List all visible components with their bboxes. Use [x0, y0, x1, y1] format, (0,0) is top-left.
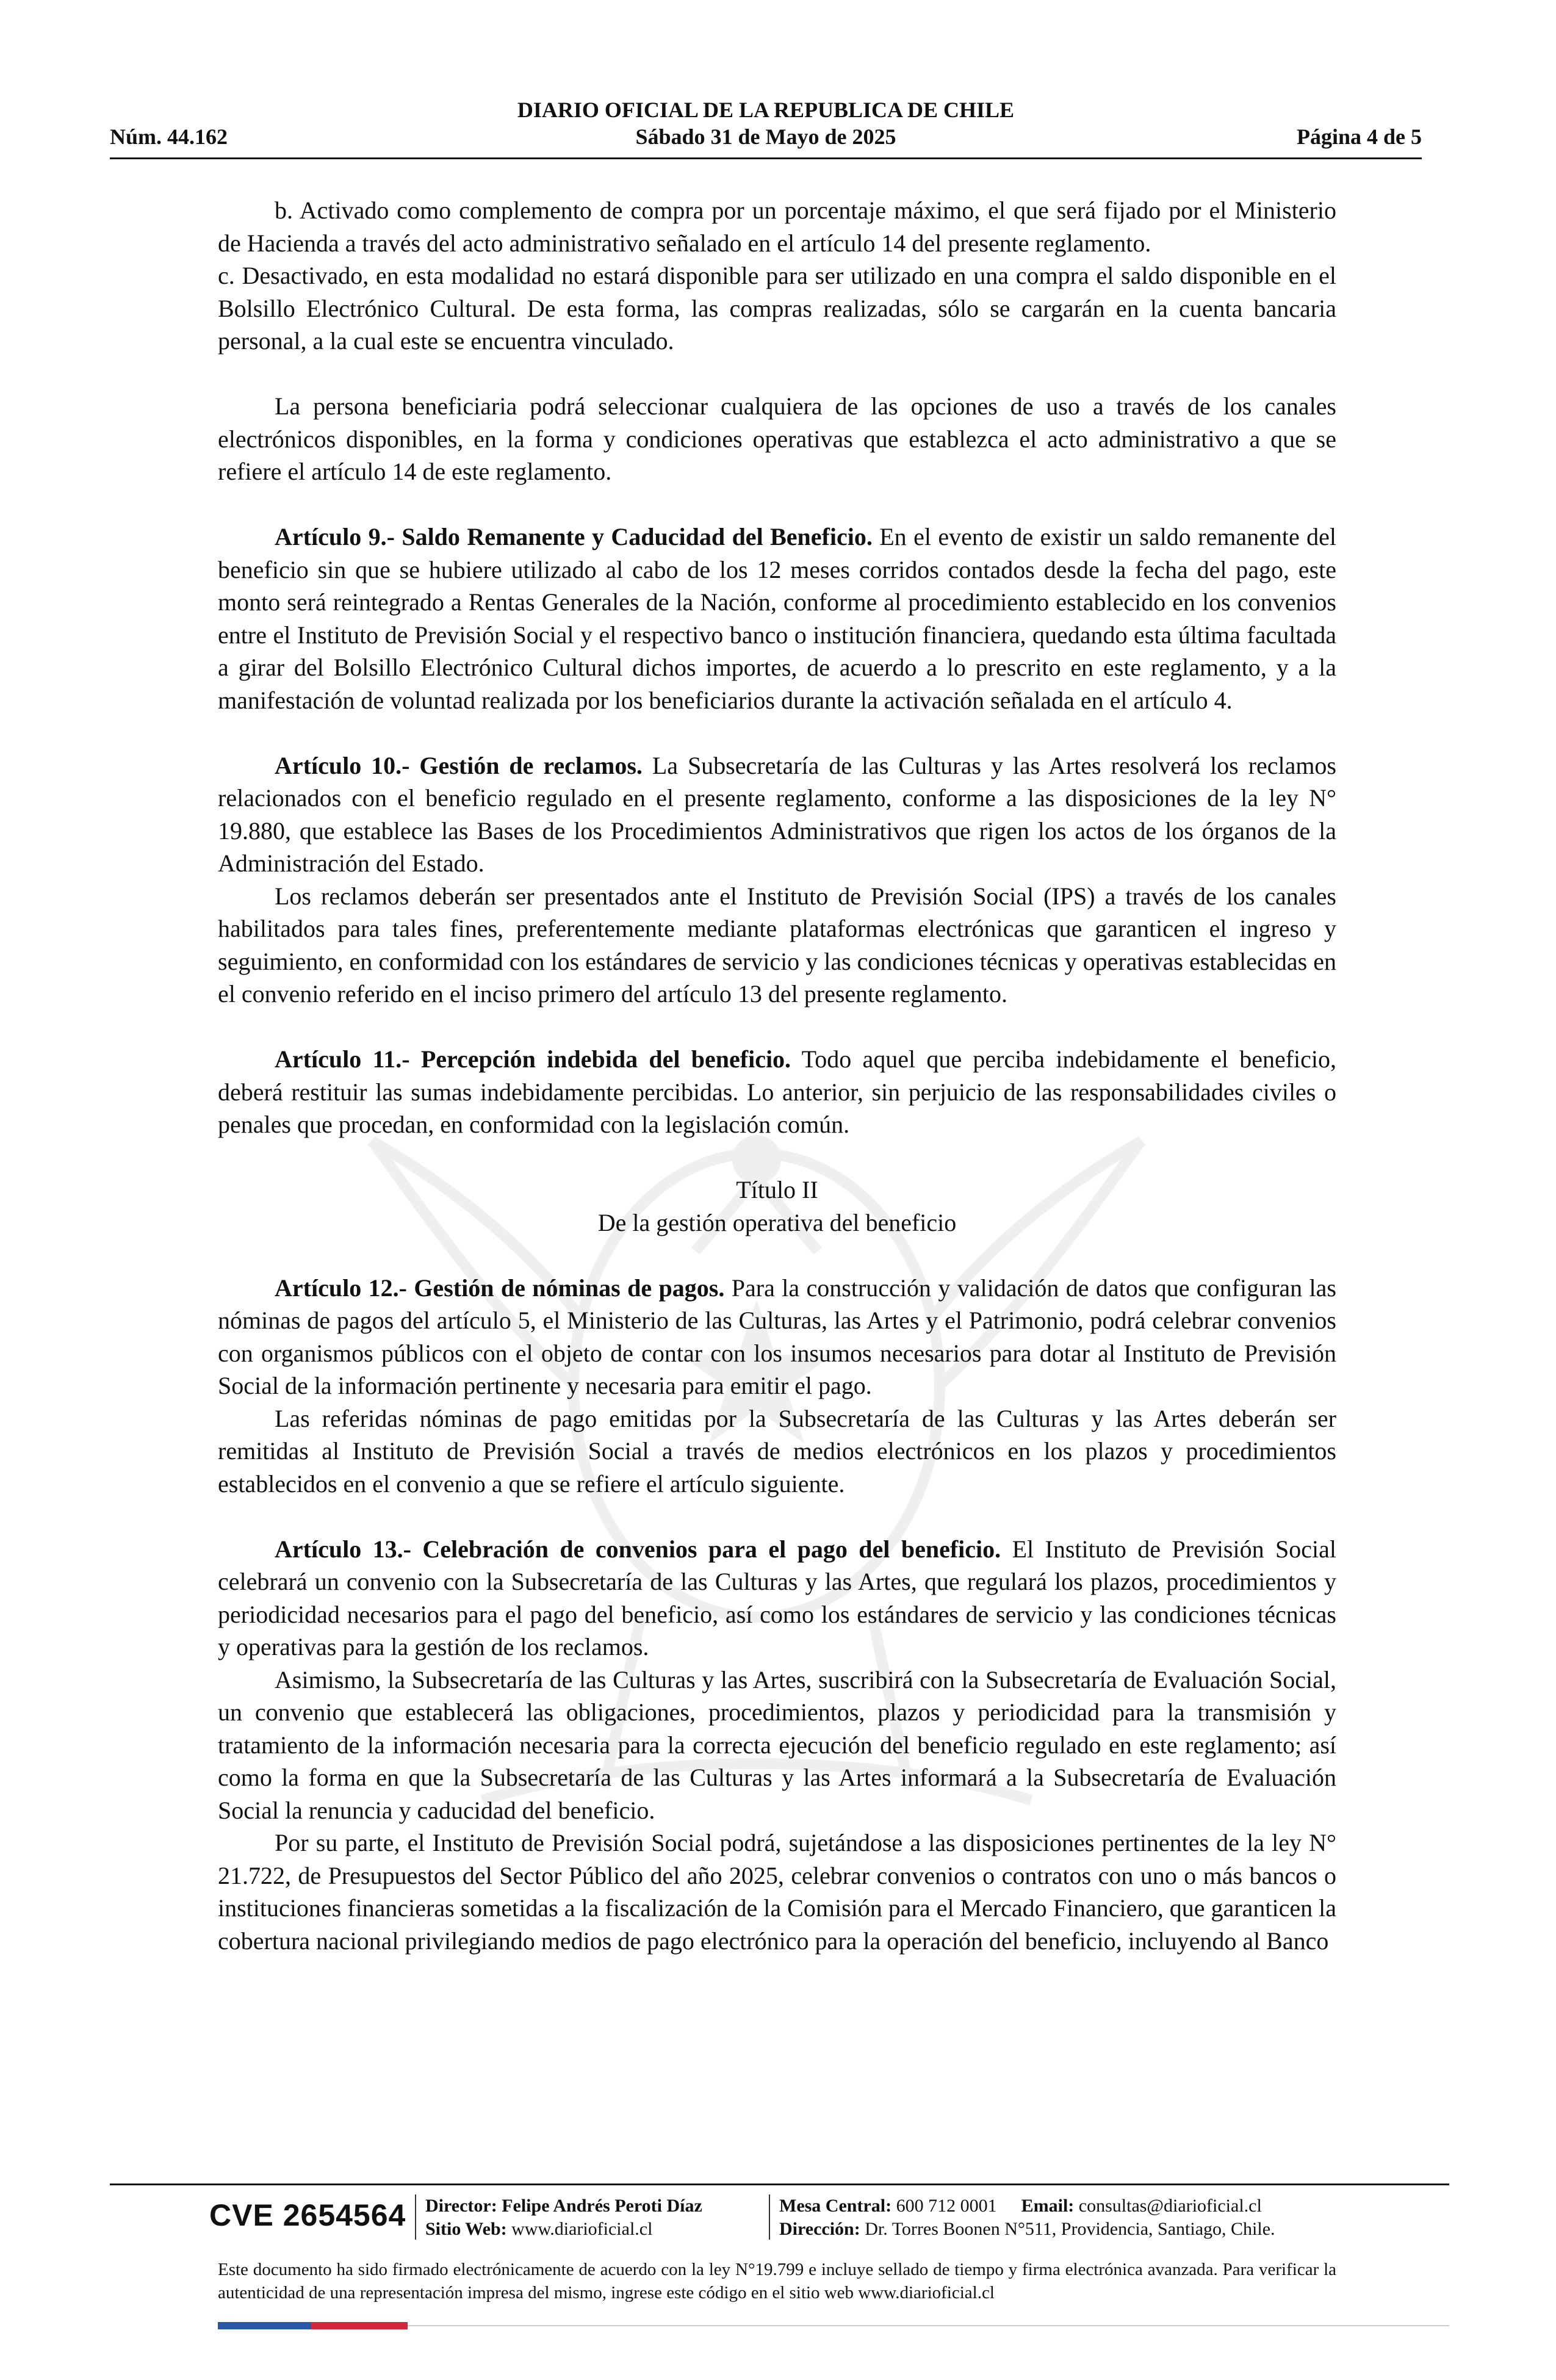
phone-number: 600 712 0001 — [891, 2196, 997, 2216]
email-link[interactable]: consultas@diarioficial.cl — [1074, 2196, 1262, 2216]
article-13-paragraph-2: Asimismo, la Subsecretaría de las Culturas y las Artes, suscribirá con la Subsecretaría de Evaluación Social, un convenio que establecerá las obligaciones, procedimientos, plazos y periodicidad para la transmisión y tratamiento de la información necesaria para la correcta ejecución del beneficio regulado en este reglamento; así como la forma en que la Subsecretaría de las Culturas y las Artes informará a la Subsecretaría de Evaluación Social la renuncia y caducidad del beneficio. — [218, 1665, 1336, 1824]
address-text: Dr. Torres Boonen N°511, Providencia, Santiago, Chile. — [860, 2219, 1275, 2239]
article-9-text: En el evento de existir un saldo remanente del beneficio sin que se hubiere utilizado al cabo de los 12 meses corridos contados desde la fecha del pago, este monto será reintegrado a Rentas Generales de la Nación, conforme al procedimiento establecido en los convenios entre el Instituto de Previsión Social y el respectivo banco o institución financiera, quedando esta última facultada a girar del Bolsillo Electrónico Cultural dichos importes, de acuerdo a lo prescrito en este reglamento, y a la manifestación de voluntad realizada por los beneficiarios durante la activación señalada en el artículo 4. — [218, 523, 1336, 714]
address-line — [779, 2218, 1275, 2241]
footer-separator — [415, 2194, 416, 2240]
article-12 — [218, 1272, 1336, 1402]
phone-label: Mesa Central: — [779, 2196, 892, 2216]
address-label: Dirección: — [779, 2219, 860, 2239]
page-header — [110, 96, 1422, 159]
document-body — [218, 194, 1336, 1957]
article-12-paragraph-2: Las referidas nóminas de pago emitidas por la Subsecretaría de las Culturas y las Artes deberán ser remitidas al Instituto de Previsión Social a través de medios electrónicos en los plazos y procedimientos establecidos en el convenio a que se refiere el artículo siguiente. — [218, 1404, 1336, 1498]
cve-code: CVE 2654564 — [209, 2198, 406, 2232]
footer-separator — [769, 2194, 770, 2240]
director-line — [425, 2194, 702, 2218]
article-10-paragraph-2: Los reclamos deberán ser presentados ante el Instituto de Previsión Social (IPS) a través de los canales habilitados para tales fines, preferentemente mediante plataformas electrónicas que garanticen el ingreso y seguimiento, en conformidad con los estándares de servicio y las condiciones técnicas y operativas establecidas en el convenio referido en el inciso primero del artículo 13 del presente reglamento. — [218, 882, 1336, 1008]
publication-title: DIARIO OFICIAL DE LA REPUBLICA DE CHILE — [517, 98, 1015, 122]
paragraph-option-b: b. Activado como complemento de compra por un porcentaje máximo, el que será fijado por el Ministerio de Hacienda a través del acto administrativo señalado en el artículo 14 del presente reglamento. — [218, 197, 1336, 257]
article-13 — [218, 1533, 1336, 1664]
email-label: Email: — [1021, 2196, 1075, 2216]
footer-divider — [110, 2183, 1449, 2185]
header-divider — [110, 157, 1422, 159]
director-label: Director: — [425, 2196, 497, 2216]
title-ii-name: De la gestión operativa del beneficio — [597, 1208, 957, 1236]
footer-bottom-line — [408, 2325, 1449, 2326]
title-ii-number: Título II — [736, 1176, 818, 1203]
article-12-heading: Artículo 12.- Gestión de nóminas de pagos. — [275, 1274, 725, 1302]
article-13-text: El Instituto de Previsión Social celebrará un convenio con la Subsecretaría de las Culturas y las Artes, que regulará los plazos, procedimientos y periodicidad necesarios para el pago del beneficio, así como los estándares de servicio y las condiciones técnicas y operativas para la gestión de los reclamos. — [218, 1535, 1337, 1661]
article-11-heading: Artículo 11.- Percepción indebida del beneficio. — [275, 1045, 791, 1073]
paragraph-option-c: c. Desactivado, en esta modalidad no estará disponible para ser utilizado en una compra el saldo disponible en el Bolsillo Electrónico Cultural. De esta forma, las compras realizadas, sólo se cargarán en la cuenta bancaria personal, a la cual este se encuentra vinculado. — [218, 262, 1336, 355]
article-11-text: Todo aquel que perciba indebidamente el beneficio, deberá restituir las sumas indebidamente percibidas. Lo anterior, sin perjuicio de las responsabilidades civiles o penales que procedan, en conformidad con la legislación común. — [218, 1045, 1336, 1138]
article-9-heading: Artículo 9.- Saldo Remanente y Caducidad del Beneficio. — [275, 523, 873, 550]
flag-stripe-blue — [218, 2322, 311, 2329]
website-link[interactable]: www.diarioficial.cl — [506, 2219, 653, 2239]
article-12-text: Para la construcción y validación de datos que configuran las nóminas de pagos del artículo 5, el Ministerio de las Culturas, las Artes y el Patrimonio, podrá celebrar convenios con organismos públicos con el objeto de contar con los insumos necesarios para dotar al Instituto de Previsión Social de la información pertinente y necesaria para emitir el pago. — [218, 1274, 1336, 1399]
article-13-paragraph-3: Por su parte, el Instituto de Previsión Social podrá, sujetándose a las disposiciones pertinentes de la ley N° 21.722, de Presupuestos del Sector Público del año 2025, celebrar convenios o contratos con uno o más bancos o instituciones financieras sometidas a la fiscalización de la Comisión para el Mercado Financiero, que garanticen la cobertura nacional privilegiando medios de pago electrónico para la operación del beneficio, incluyendo al Banco — [218, 1829, 1336, 1955]
director-name: Felipe Andrés Peroti Díaz — [497, 2196, 702, 2216]
paragraph-usage-options: La persona beneficiaria podrá seleccionar cualquiera de las opciones de uso a través de los canales electrónicos disponibles, en la forma y condiciones operativas que establezca el acto administrativo a que se refiere el artículo 14 de este reglamento. — [218, 392, 1336, 485]
article-9 — [218, 521, 1336, 716]
issue-date: Sábado 31 de Mayo de 2025 — [635, 124, 896, 149]
article-10-heading: Artículo 10.- Gestión de reclamos. — [275, 751, 643, 779]
article-13-heading: Artículo 13.- Celebración de convenios para el pago del beneficio. — [275, 1535, 1001, 1563]
article-10 — [218, 749, 1336, 880]
article-11 — [218, 1043, 1336, 1141]
page-number: Página 4 de 5 — [1296, 124, 1422, 149]
article-10-text: La Subsecretaría de las Culturas y las Artes resolverá los reclamos relacionados con el beneficio regulado en el presente reglamento, conforme a las disposiciones de la ley N° 19.880, que establece las Bases de los Procedimientos Administrativos que rigen los actos de los órganos de la Administración del Estado. — [218, 751, 1336, 877]
website-label: Sitio Web: — [425, 2219, 507, 2239]
issue-number: Núm. 44.162 — [110, 124, 228, 149]
flag-stripe-red — [311, 2322, 408, 2329]
legal-notice: Este documento ha sido firmado electrónicamente de acuerdo con la ley N°19.799 e incluye sellado de tiempo y firma electrónica avanzada. Para verificar la autenticidad de una representación impresa del mismo, ingrese este código en el sitio web www.diarioficial.cl — [218, 2260, 1336, 2302]
contact-line — [779, 2194, 1262, 2218]
website-line — [425, 2218, 652, 2241]
